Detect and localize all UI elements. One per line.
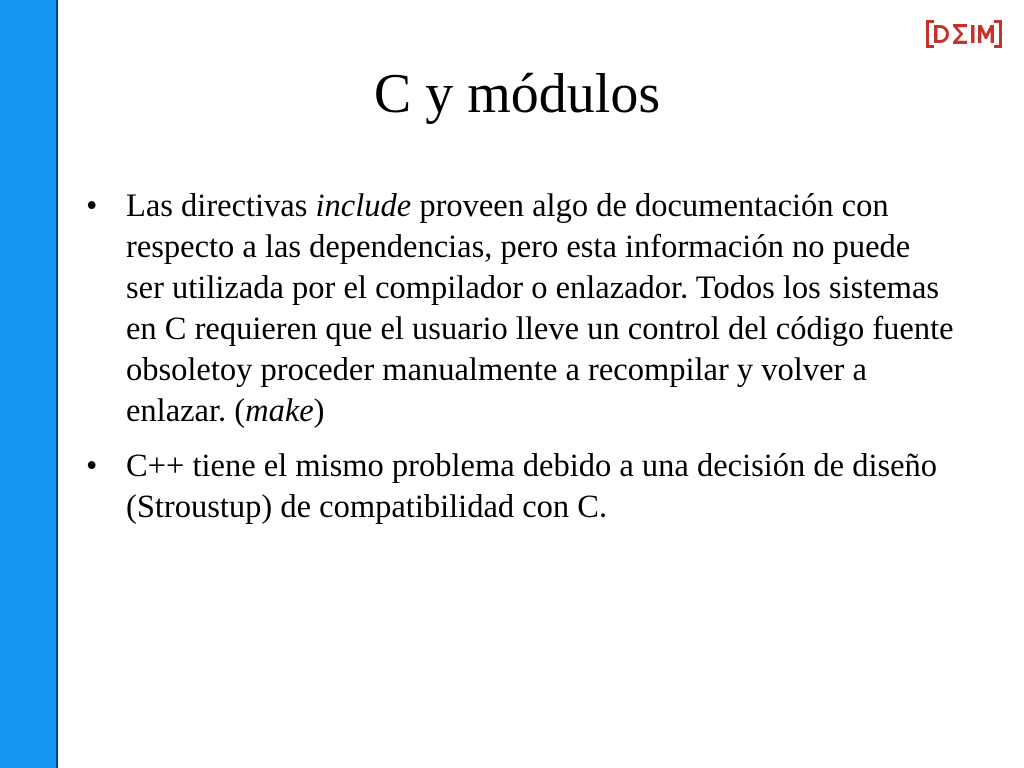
bullet-text: C++ tiene el mismo problema debido a una decisión de diseño (Stroustup) de compatibilidad con C. [126,448,938,525]
bullet-text-segment: proveen algo de documentación con respecto a las dependencias, pero esta información no puede ser utilizada por el compilador o enlazador. Todos los sistemas en C requieren que el usuario lleve un control del código fuente obsoletoy proceder manualmente a recompilar y volver a enlazar. ( [126,188,954,429]
dsim-logo-icon [924,16,1004,52]
bullet-item [84,186,954,432]
bullet-list [84,186,954,542]
bullet-text-segment: ) [313,393,325,429]
slide-title: C y módulos [373,63,661,125]
bullet-marker: • [86,188,98,224]
bullet-text-emphasis: include [315,188,412,224]
bullet-item [84,446,954,528]
bullet-text-segment: Las directivas [126,188,316,224]
bullet-marker: • [86,448,98,484]
bullet-text-emphasis: make [245,393,314,429]
